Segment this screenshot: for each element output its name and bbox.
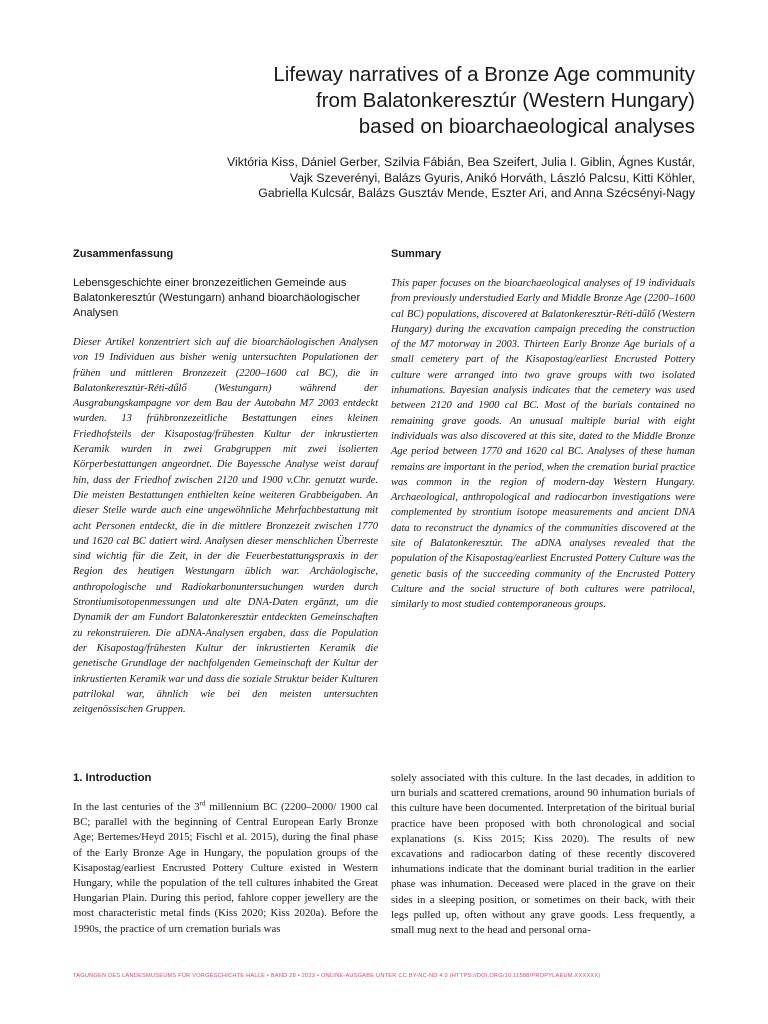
summary-text: This paper focuses on the bioarchaeological analyses of 19 individuals from previously understudied Early and Middle Bronze Age (2200–1600 cal BC) populations, discovered at Balatonkeresztúr-Réti-dűlő (Western Hungary) during the excavation campaign preceding the construction of the M7 motorway in 2003. Thirteen Early Bronze Age burials of a small cemetery part of the Kisapostag/earliest Encrusted Pottery culture were arranged into two grave groups with two isolated inhumations. Bayesian analysis indicates that the cemetery was used between 2120 and 1900 cal BC. Most of the burials contained no remaining grave goods. An unusual multiple burial with eight individuals was also discovered at this site, dated to the Middle Bronze Age period between 1770 and 1620 cal BC. Analyses of these human remains are important in the period, when the cremation burial practice was common in the region of modern-day Western Hungary. Archaeological, anthropological and radiocarbon investigations were complemented by strontium isotope measurements and ancient DNA data to reconstruct the dynamics of the communities discovered at the site of Balatonkeresztúr. The aDNA analyses revealed that the population of the Kisapostag/earliest Encrusted Pottery Culture was the genetic basis of the succeeding community of the Encrusted Pottery Culture and the social structure of both cultures were patrilocal, similarly to most studied contemporaneous groups. (391, 278, 695, 611)
title-line: from Balatonkeresztúr (Western Hungary) (315, 89, 695, 112)
page-footer: TAGUNGEN DES LANDESMUSEUMS FÜR VORGESCHICHTE HALLE • BAND 28 • 2023 • ONLINE-AUSGABE UNTER CC BY-NC-ND 4.0 (HTTPS://DOI.ORG/10.11588/PROPYLAEUM.XXXXXX) (73, 973, 601, 979)
author-line: Vajk Szeverényi, Balázs Gyuris, Anikó Horváth, László Palcsu, Kitti Köhler, (289, 170, 695, 185)
introduction-left-text (73, 800, 378, 937)
article-title (150, 62, 695, 140)
zusammenfassung-text: Dieser Artikel konzentriert sich auf die bioarchäologischen Analysen von 19 Individuen aus bisher wenig untersuchten Populationen der frühen und mittleren Bronzezeit (2200–1600 cal BC), die in Balatonkeresztúr-Réti-dűlő (Westungarn) während der Ausgrabungskampagne vor dem Bau der Autobahn M7 2003 entdeckt wurden. 13 frühbronzezeitliche Bestattungen eines kleinen Friedhofsteils der Kisapostag/frühesten Kultur der inkrustierten Keramik wurden in zwei Grabgruppen mit zwei isolierten Körperbestattungen angeordnet. Die Bayessche Analyse weist darauf hin, dass der Friedhof zwischen 2120 und 1900 v.Chr. genutzt wurde. Die meisten Bestattungen enthielten keine weiteren Grabbeigaben. An dieser Stelle wurde auch eine ungewöhnliche Mehrfachbestattung mit acht Personen entdeckt, die in die mittlere Bronzezeit zwischen 1770 und 1620 cal BC datiert wird. Analysen dieser menschlichen Überreste sind wichtig für die Zeit, in der die Feuerbestattungspraxis in der Region des heutigen Westungarn üblich war. Archäologische, anthropologische und Radiokarbonuntersuchungen wurden durch Strontiumisotopenmessungen und alte DNA-Daten ergänzt, um die Dynamik der am Fundort Balatonkeresztúr entdeckten Gemeinschaften zu rekonstruieren. Die aDNA-Analysen ergaben, dass die Population der Kisapostag/frühesten Kultur der inkrustierten Keramik die genetische Grundlage der nachfolgenden Gemeinschaft der Kultur der inkrustierten Keramik war und dass die soziale Struktur beider Kulturen patrilokal war, ähnlich wie bei den meisten untersuchten zeitgenössischen Gruppen. (73, 337, 378, 716)
summary-heading: Summary (391, 248, 442, 260)
title-line: based on bioarchaeological analyses (358, 115, 695, 138)
intro-text-start: In the last centuries of the 3 (73, 801, 200, 813)
intro-text-rest: millennium BC (2200–2000/ 1900 cal BC; parallel with the beginning of Central European Early Bronze Age; Bertemes/Heyd 2015; Fischl et al. 2015), during the final phase of the Early Bronze Age in Hungary, the population groups of the Kisapostag/earliest Encrusted Pottery Culture existed in Western Hungary, while the population of the tell cultures inhabited the Great Hungarian Plain. During this period, fahlore copper jewellery are the most characteristic metal finds (Kiss 2020; Kiss 2020a). Before the 1990s, the practice of urn cremation burials was (73, 801, 378, 935)
title-line: Lifeway narratives of a Bronze Age community (273, 63, 695, 86)
introduction-right-text: solely associated with this culture. In the last decades, in addition to urn burials and scattered cremations, around 90 inhumation burials of this culture have been documented. Interpretation of the biritual burial practice have been proposed with both chronological and social explanations (s. Kiss 2015; Kiss 2020). The results of new excavations and radiocarbon dating of these recently discovered inhumations indicate that the dominant burial tradition in the earlier phase was inhumation. Deceased were placed in the grave on their sides in a sleeping position, or sometimes on their back, with their legs pulled up, often without any grave goods. Less frequently, a small mug next to the head and personal orna- (391, 772, 695, 937)
introduction-heading: 1. Introduction (73, 772, 152, 784)
author-line: Viktória Kiss, Dániel Gerber, Szilvia Fábián, Bea Szeifert, Julia I. Giblin, Ágnes Kustár, (227, 155, 695, 169)
ordinal-suffix: rd (199, 799, 206, 808)
author-line: Gabriella Kulcsár, Balázs Gusztáv Mende, Eszter Ari, and Anna Szécsényi-Nagy (258, 186, 695, 200)
zusammenfassung-heading: Zusammenfassung (73, 248, 174, 260)
author-list (120, 155, 695, 202)
zusammenfassung-subtitle: Lebensgeschichte einer bronzezeitlichen Gemeinde aus Balatonkeresztúr (Westungarn) anhand bioarchäologischer Analysen (73, 277, 361, 319)
